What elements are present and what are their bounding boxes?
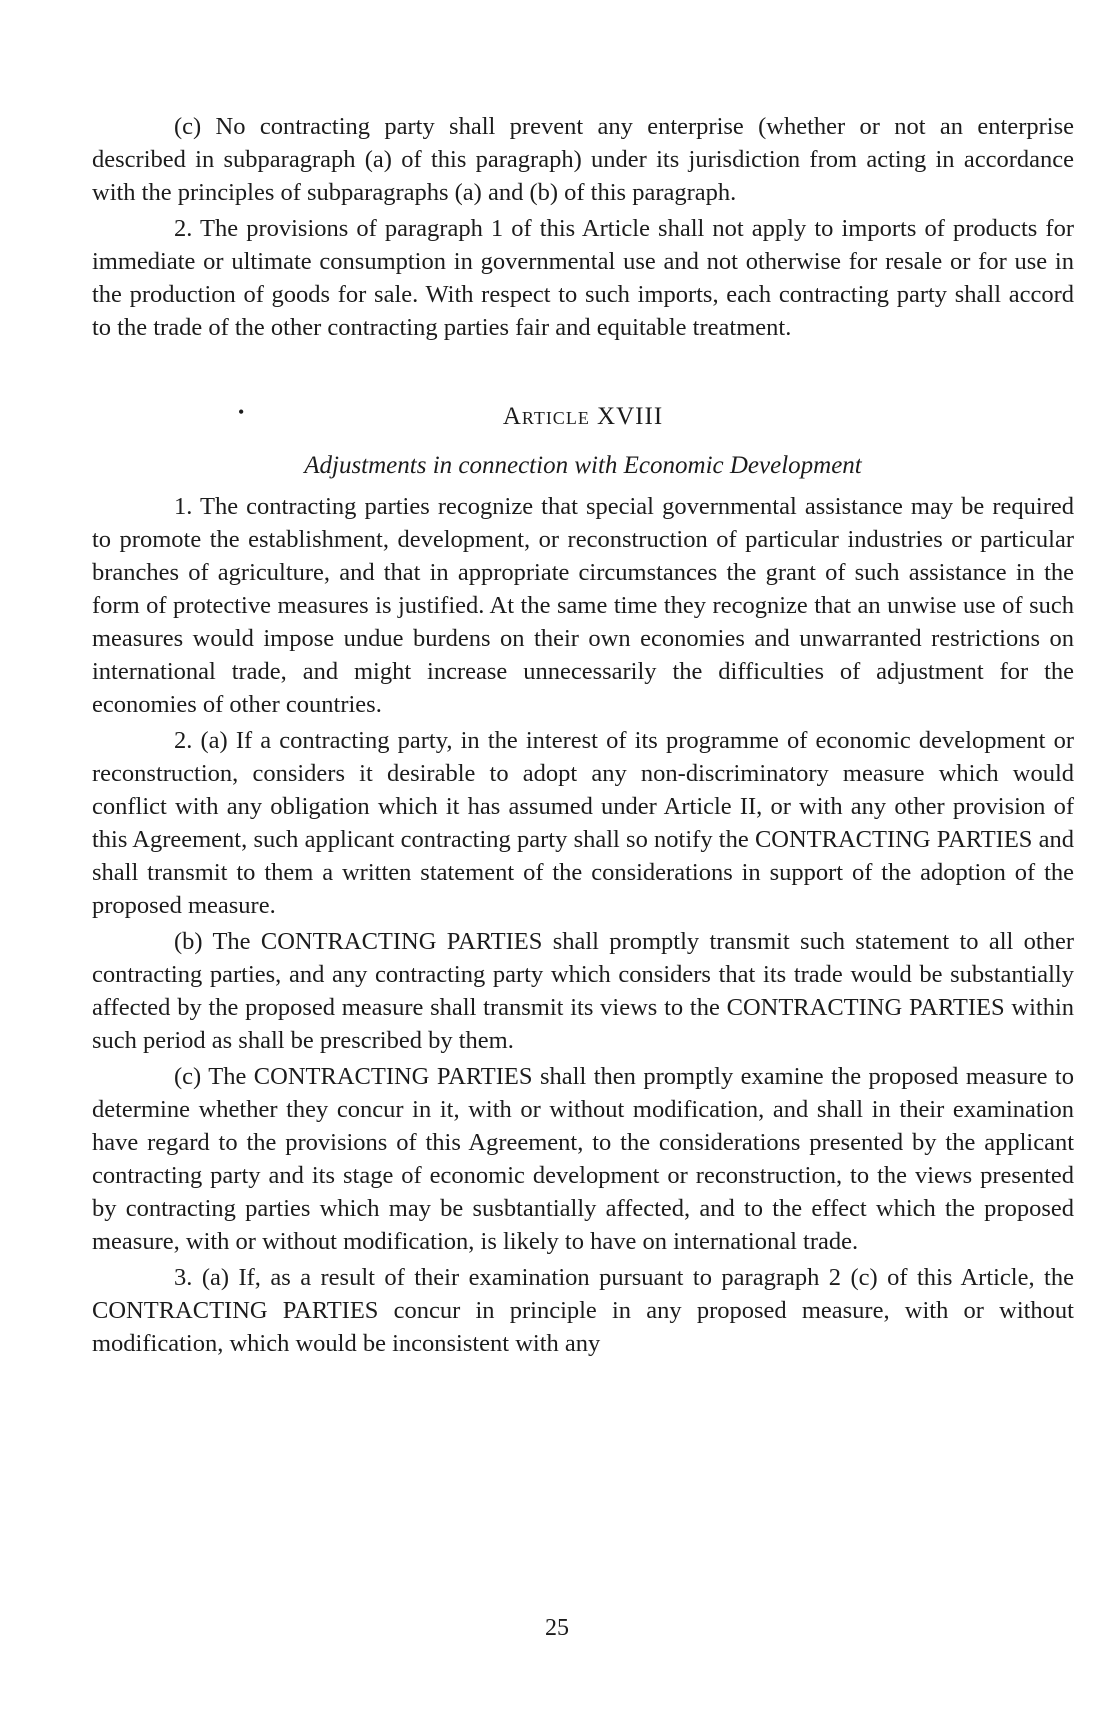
document-page [92,110,1074,1360]
bullet-mark: • [238,402,246,422]
article-paragraph-2c [92,1060,1074,1258]
article-paragraph-2b [92,925,1074,1057]
paragraph-text: No contracting party shall prevent any enterprise (whether or not an enterprise described in subparagraph (a) of this paragraph) under its jurisdiction from acting in accordance with the principles of subparagraphs (a) and (b) of this paragraph. [92,113,1074,206]
paragraph-label: 2. [174,215,193,242]
paragraph-1c [92,110,1074,209]
article-subtitle: Adjustments in connection with Economic Development [304,452,862,479]
paragraph-text: If a contracting party, in the interest of its programme of economic development or reconstruction, considers it desirable to adopt any non-discriminatory measure which would conflict with any obligation which it has assumed under Article II, or with any other provision of this Agreement, such applicant contracting party shall so notify the CONTRACTING PARTIES and shall transmit to them a written statement of the considerations in support of the adoption of the proposed measure. [92,727,1074,919]
paragraph-text: The contracting parties recognize that special governmental assistance may be required to promote the establishment, development, or reconstruction of particular industries or particular branches of agriculture, and that in appropriate circumstances the grant of such assistance in the form of protective measures is justified. At the same time they recognize that an unwise use of such measures would impose undue burdens on their own economies and unwarranted restrictions on international trade, and might increase unnecessarily the difficulties of adjustment for the economies of other countries. [92,493,1074,718]
paragraph-text: The provisions of paragraph 1 of this Article shall not apply to imports of products for immediate or ultimate consumption in governmental use and not otherwise for resale or for use in the production of goods for sale. With respect to such imports, each contracting party shall accord to the trade of the other contracting parties fair and equitable treatment. [92,215,1074,341]
page-number: 25 [545,1615,569,1641]
paragraph-label: 1. [174,493,193,520]
paragraph-text: The CONTRACTING PARTIES shall promptly transmit such statement to all other contracting parties, and any contracting party which considers that its trade would be substantially affected by the proposed measure shall transmit its views to the CONTRACTING PARTIES within such period as shall be prescribed by them. [92,928,1074,1054]
paragraph-label: (b) [174,928,203,955]
paragraph-text: The CONTRACTING PARTIES shall then promptly examine the proposed measure to determine whether they concur in it, with or without modification, and shall in their examination have regard to the provisions of this Agreement, to the considerations presented by the applicant contracting party and its stage of economic development or reconstruction, to the views presented by contracting parties which may be susbtantially affected, and to the effect which the proposed measure, with or without modification, is likely to have on international trade. [92,1063,1074,1255]
article-title: Article XVIII [502,403,664,430]
article-paragraph-1 [92,490,1074,721]
paragraph-label: (c) [174,1063,202,1090]
paragraph-2 [92,212,1074,344]
paragraph-text: If, as a result of their examination pursuant to paragraph 2 (c) of this Article, the CONTRACTING PARTIES concur in principle in any proposed measure, with or without modification, which would be inconsistent with any [92,1264,1074,1357]
paragraph-label: 2. (a) [174,727,228,754]
paragraph-label: 3. (a) [174,1264,230,1291]
article-paragraph-2a [92,724,1074,922]
article-heading [92,400,1074,433]
paragraph-label: (c) [174,113,202,140]
article-paragraph-3a [92,1261,1074,1360]
